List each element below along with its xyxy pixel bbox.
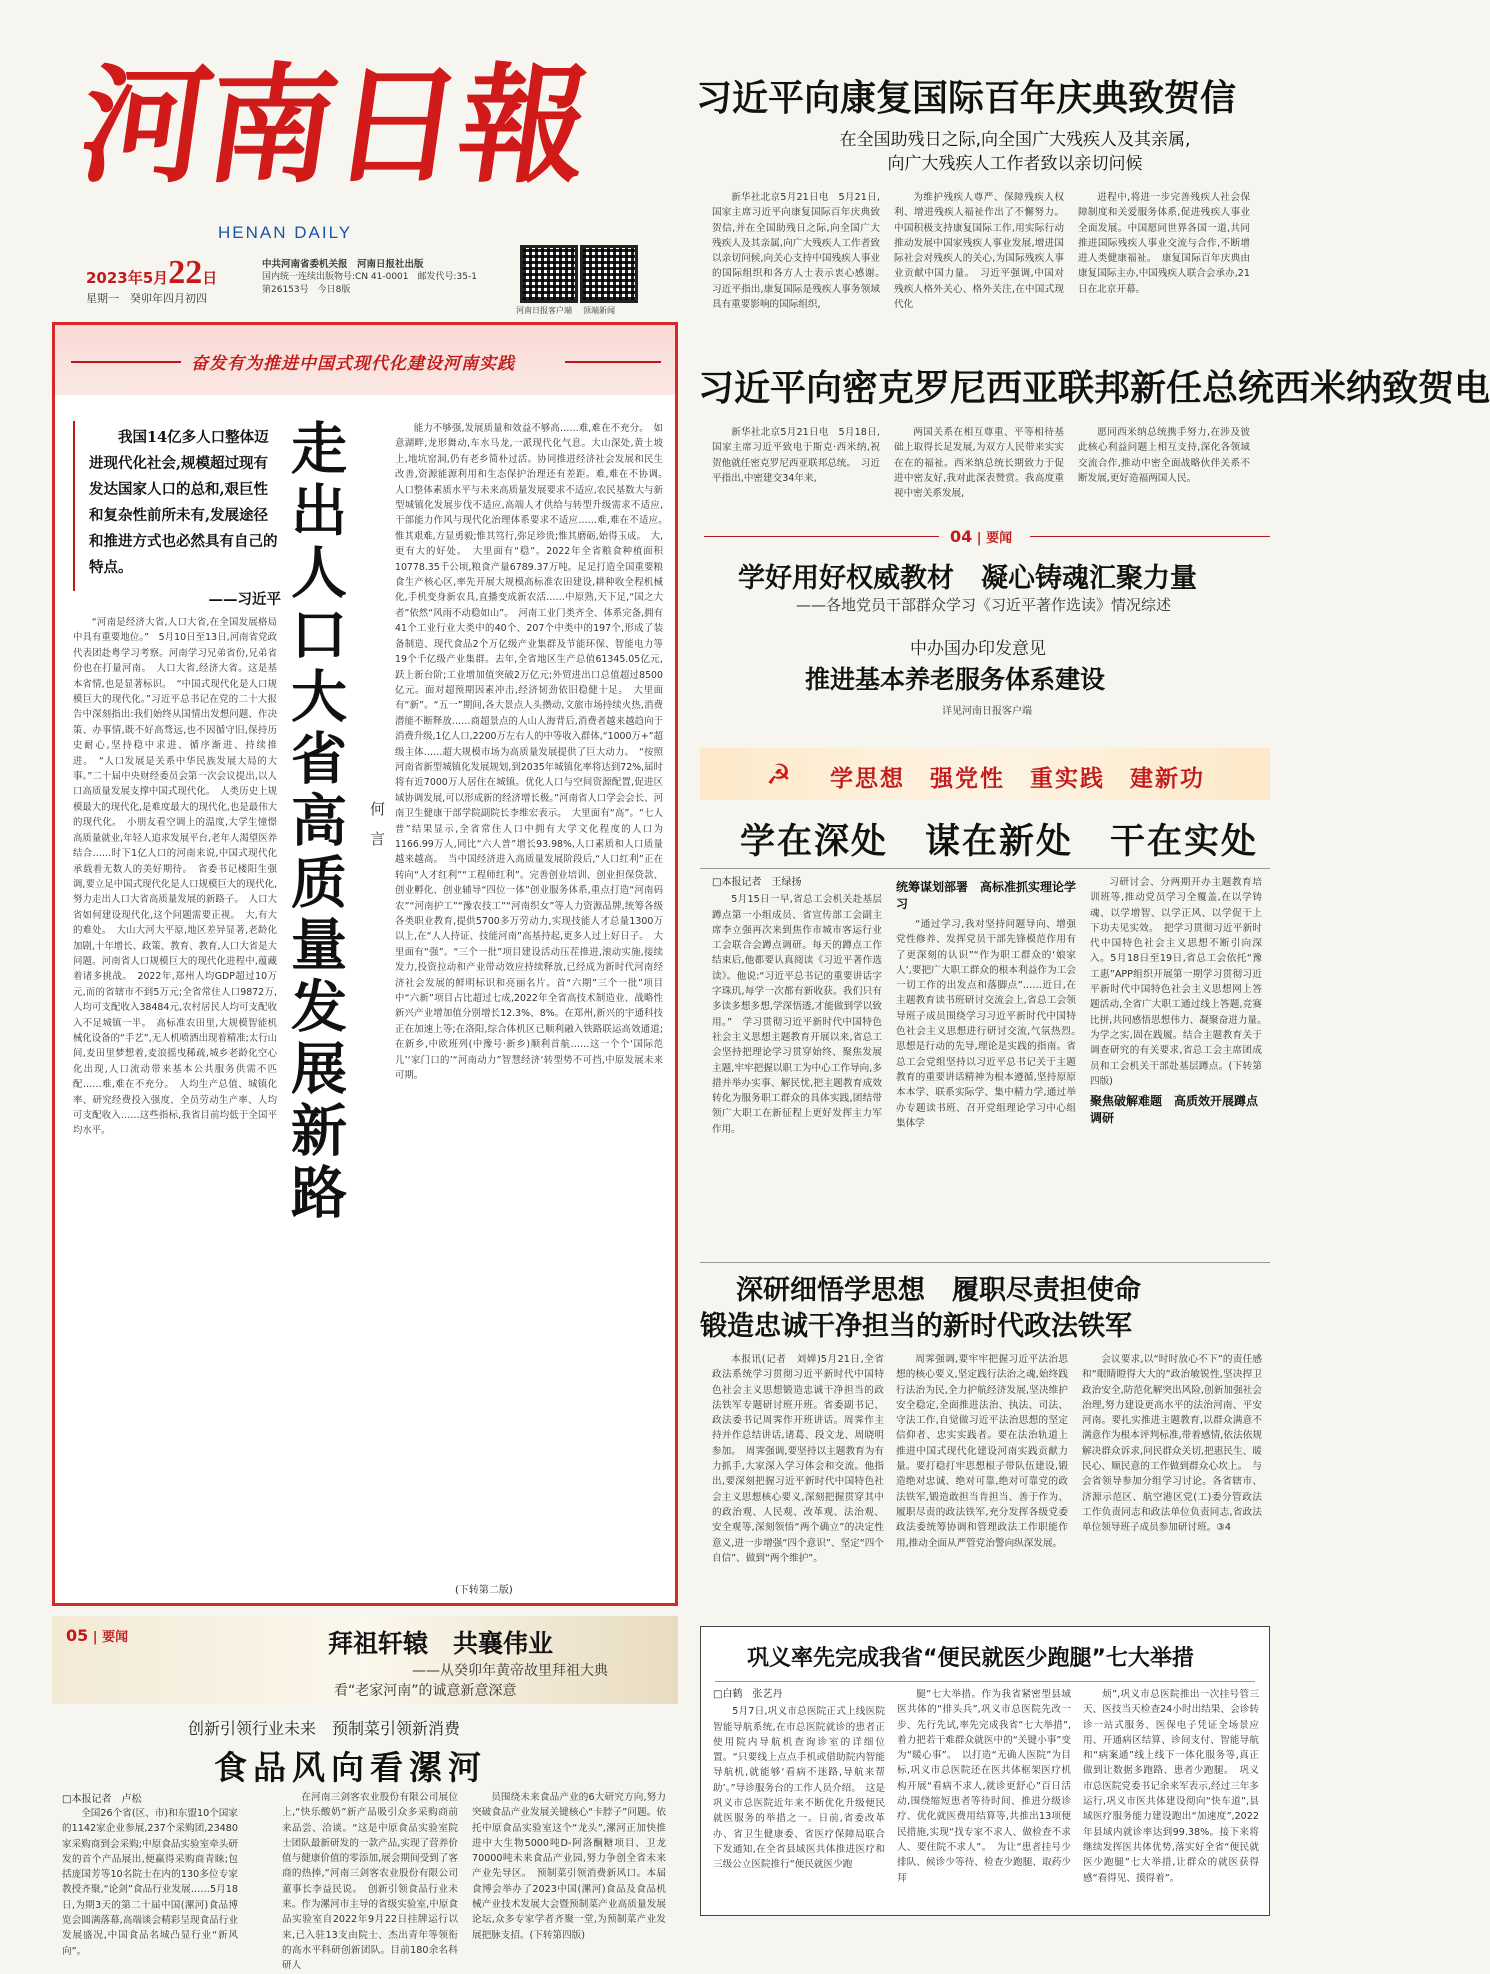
feature-right-col: 能力不够强,发展质量和效益不够高……难,难在不充分。 如意湖畔,龙形舞动,车水马龙,一派现代化气息。大山深处,黄土坡上,地坑窑洞,仍有老乡简朴过活。协同推进经济社会发展和民生改善,资源能源利用和生态保护治理还有差距。难,难在不协调。 人口整体素质水平与未来高质量发展要求不适应,农民基数大与新型城镇化发展步伐不适应,高端人才供给与转型升级需求不适应,干部能力作风与现代化治理体系要求不适应……难,难在不适应。 惟其艰难,方显勇毅;惟其笃行,弥足珍贵;惟其磨砺,始得玉成。 大,更有大的好处。 大里面有“稳”。2022年全省粮食种植面积10778.35千公顷,粮食产量6789.37万吨。足足打造全国重要粮食生产核心区,率先开展大规模高标准农田建设,耕种收全程机械化,手机变身新农具,直播变成新农活……中原熟,天下足,“国之大者”依然“风雨不动稳如山”。 河南工业门类齐全、体系完备,拥有41个工业行业大类中的40个、207个中类中的197个,形成了装备制造、现代食品2个万亿级产业集群及节能环保、智能电力等19个千亿级产业集群。去年,全省地区生产总值61345.05亿元,跃上新台阶;工业增加值突破2万亿元;外贸进出口总值超过8500亿元。面对超预期因素冲击,经济韧劲依旧稳健十足。 大里面有“新”。“五一”期间,各大景点人头攒动,文旅市场持续火热,消费潜能不断释放……商超景点的人山人海背后,消费者越来越趋向于消费升级,1亿人口,2200万左右人的中等收入群体,“1000万+”超级主体……超大规模市场为高质量发展提供了巨大动力。 “按照河南省新型城镇化发展规划,到2035年城镇化率将达到72%,届时将有近7000万人居住在城镇。优化人口与空间资源配置,促进区域协调发展,可以形成新的经济增长极。”河南省人口学会会长、河南卫生健康干部学院副院长李维宏表示。 大里面有“高”。“七人普”结果显示,全省常住人口中拥有大学文化程度的人口为1166.99万人,同比“六人普”增长93.98%,人口素质和人口质量越来越高。 当中国经济进入高质量发展阶段后,“人口红利”正在转向“人才红利”“工程师红利”。完善创业培训、创业担保贷款、创业孵化、创业辅导“四位一体”创业服务体系,重点打造“河南码农”“河南护工”“豫农技工”“河南织女”等人力资源品牌,统筹各级各类职业教育,提供5700多万劳动力,实现技能人才总量1300万以上,在“人人持证、技能河南”高基持起,更多人过上好日子。 大里面有“强”。“三个一批”项目建设活动压茬推进,滚动实施,接续发力,投资拉动和产业带动效应持续释放,已经成为新时代河南经济社会发展的鲜明标识和亮丽名片。首“六期”三个一批”项目中“六新”项目占比超过七成,2022年全省高技术制造业、战略性新兴产业增加值分别增长12.3%、8%。在郑州,新兴的宇通科技正在加速上等;在洛阳,综合体机区已顺利融入铁路联运高效通道;在新乡,中欧班列(中豫号·新乡)顺利首航……这一个个‘国际范儿’‘家门口的’“河南动力”智慧经济‘转型势不可挡,中原发展未来可期。 [395, 423, 673, 1082]
qr2-caption: 顶端新闻 [583, 306, 615, 315]
zhengfa-col2: 周霁强调,要牢牢把握习近平法治思想的核心要义,坚定践行法治之魂,始终践行法治为民,全力护航经济发展,坚决维护安全稳定,全面推进法治、执法、司法、守法工作,自觉做习近平法治思想的坚定信仰者、忠实实践者。要在法治轨道上推进中国式现代化建设河南实践贡献力量。要打稳打牢思想根子带队伍建设,锻造绝对忠诚、绝对可靠,绝对可靠党的政法铁军,锻造敢担当肯担当、善于作为、履职尽责的政法铁军,充分发挥各级党委政法委统筹协调和管理政法工作职能作用,推动全面从严管党治警向纵深发展。 [896, 1354, 1068, 1549]
deck-baizu1: ——从癸卯年黄帝故里拜祖大典 [412, 1663, 608, 1679]
feature-banner-text: 奋发有为推进中国式现代化建设河南实践 [191, 354, 515, 374]
food-col3: 员围绕未来食品产业的6大研究方向,努力突破食品产业发展关键核心“卡脖子”问题。依托中原食品实验室这个“龙头”,漯河正加快推进中大生物5000吨D-阿洛酮糖项目、卫龙70000吨未来食品产业园,努力争创全省未来产业先导区。 预制菜引领消费新风口。本届食博会举办了2023中国(漯河)食品及食品机械产业技术发展大会暨预制菜产业高质量发展论坛,众多专家学者齐聚一堂,为预制菜产业发展把脉支招。(下转第四版) [472, 1792, 666, 1941]
deck-kangfu [760, 128, 1270, 176]
feature-quote: 我国14亿多人口整体迈进现代化社会,规模超过现有发达国家人口的总和,艰巨性和复杂性前所未有,发展途径和推进方式也必然具有自己的特点。 ——习近平 [89, 425, 281, 613]
xue-col1: □本报记者 王绿扬 5月15日一早,省总工会机关赴基层蹲点第一小组成员、省宣传部工会副主席李立强再次来到焦作市城市客运行业工会联合会蹲点调研。每天的蹲点工作结束后,他都要认真阅读《习近平著作选读》。他说:“习近平总书记的重要讲话字字珠玑,每学一次都有新收获。我们只有多读多想多想,学深悟透,才能做到学以致用。” 学习贯彻习近平新时代中国特色社会主义思想主题教育开展以来,省总工会坚持把理论学习贯穿始终、聚焦发展主题,牢牢把握以职工为中心工作导向,多措并举办实事、解民忧,把主题教育成效转化为服务职工群众的具体实践,团结带领广大职工在新征程上更好发挥主力军作用。 [712, 877, 882, 1135]
org-line1: 中共河南省委机关报 河南日报社出版 [262, 259, 424, 270]
headline-kangfu: 习近平向康复国际百年庆典致贺信 [696, 77, 1237, 119]
ref04-note: 详见河南日报客户端 [942, 706, 1032, 717]
ref05-banner [52, 1616, 678, 1704]
kangfu-col3: 进程中,将进一步完善残疾人社会保障制度和关爱服务体系,促进残疾人事业全面发展。中国愿同世界各国一道,共同推进国际残疾人事业交流与合作,不断增进人类健康福祉。 康复国际百年庆典由康复国际主办,中国残疾人联合会承办,21日在北京开幕。 [1078, 192, 1250, 295]
feature-left-col: “河南是经济大省,人口大省,在全国发展格局中具有重要地位。” 5月10日至13日,河南省党政代表团赴粤学习考察。河南学习兄弟省份,兄弟省份也在打量河南。 人口大省,经济大省。这是基本省情,也是显著标识。 “中国式现代化是人口规模巨大的现代化。”习近平总书记在党的二十大报告中深刻指出:我们始终从国情出发想问题、作决策、办事情,既不好高骛远,也不因循守旧,保持历史耐心,坚持稳中求进、循序渐进、持续推进。 “人口发展是关系中华民族发展大局的大事。”二十届中央财经委员会第一次会议提出,以人口高质量发展支撑中国式现代化。 人类历史上规模最大的现代化,是难度最大的现代化,也是最伟大的现代化。 小朋友看空调上的温度,大学生憧憬高质量就业,年轻人追求发展平台,老年人渴望医养结合……时下1亿人口的河南来说,中国式现代化承载着无数人的美好期待。 省委书记楼阳生强调,要立足中国式现代化是人口规模巨大的现代化,努力走出人口大省高质量发展的新路子。 人口大省如何建设现代化,这个问题需要正视。 大,有大的难处。 大山大河大平原,地区差异显著,老龄化加剧,十年增长、政策、教育、教育,人口大省是大问题。河南省人口规模巨大的现代化进程中,蕴藏着诸多挑战。 2022年,郑州人均GDP超过10万元,而的省辖市不到5万元;全省常住人口9872万,人均可支配收入38484元,农村居民人均可支配收入不足城镇一半。 高标准农田里,大规模智能机械化设备的“手艺”,无人机喷洒出现着精准;太行山间,麦田里梦想着,麦浪摇曳稀疏,城乡老龄化空心化出现,人口流动带来基本公共服务供需不匹配……难,难在不充分。 人均生产总值、城镇化率、研究经费投入强度、全员劳动生产率、人均可支配收入……这些指标,我省目前均低于全国平均水平。 [73, 617, 277, 1137]
quote-attribution: ——习近平 [208, 591, 281, 608]
xue-banner-text: 学思想 强党性 重实践 建新功 [830, 766, 1205, 792]
feature-continue: (下转第二版) [455, 1585, 513, 1596]
zhengfa-col3: 会议要求,以“时时放心不下”的责任感和“眼睛瞪得大大的”政治敏锐性,坚决捍卫政治安全,防范化解突出风险,创新加强社会治理,努力建设更高水平的法治河南、平安河南。要扎实推进主题教育,以群众满意不满意作为根本评判标准,带着感情,依法依规解决群众诉求,问民群众关切,把惠民生、暖民心、顺民意的工作做到群众心坎上。 与会省领导参加分组学习讨论。各省辖市、济源示范区、航空港区党(工)委分管政法工作负责同志和政法单位负责同志,省政法单位领导班子成员参加研讨班。③4 [1082, 1354, 1262, 1534]
mikeluo-col1: 新华社北京5月21日电 5月18日,国家主席习近平致电于斯克·西米纳,祝贺他就任密克罗尼西亚联邦总统。 习近平指出,中密建交34年来, [712, 427, 880, 484]
org-info [262, 258, 500, 297]
headline-baizu: 拜祖轩辕 共襄伟业 [328, 1629, 554, 1658]
date-block [86, 254, 217, 292]
feature-title: 走出人口大省高质量发展新路 [282, 419, 348, 1225]
section-tag-05: 05 | 要闻 [66, 1626, 129, 1645]
gongyi-col1: □白鹤 张艺丹 5月7日,巩义市总医院正式上线医院智能导航系统,在市总医院就诊的患者正使用院内导航机查询诊室的详细位置。“只要线上点点手机或借助院内智能导航机,就能够‘看病不迷路,导航来帮助’。”导诊服务台的工作人员介绍。 这是巩义市总医院近年来不断优化升级便民就医服务的举措之一。日前,省委改革办、省卫生健康委、省医疗保障局联合下发通知,在全省县域医共体推进医疗和三级公立医院推行“便民就医少跑 [713, 1689, 885, 1871]
headline-yanglao: 推进基本养老服务体系建设 [805, 665, 1106, 694]
deck-baizu2: 看“老家河南”的诚意新意深意 [334, 1683, 517, 1699]
kicker-zhongban: 中办国办印发意见 [910, 639, 1046, 659]
weekday: 星期一 癸卯年四月初四 [86, 292, 207, 305]
kangfu-col1: 新华社北京5月21日电 5月21日,国家主席习近平向康复国际百年庆典致贺信,并在全国助残日之际,向全国广大残疾人及其亲属,向广大残疾人工作者致以亲切问候,向关心支持中国残疾人事业的国际组织和各方人士表示衷心感谢。 习近平指出,康复国际是残疾人事务领域具有重要影响的国际组织, [712, 192, 890, 311]
headline-food: 食品风向看漯河 [214, 1748, 487, 1787]
headline-zhengfa2: 锻造忠诚干净担当的新时代政法铁军 [700, 1311, 1132, 1342]
org-line3: 第26153号 今日8版 [262, 285, 351, 295]
headline-zhengfa1: 深研细悟学思想 履职尽责担使命 [736, 1275, 1141, 1306]
masthead-en: HENAN DAILY [218, 223, 353, 242]
date-day: 22 [168, 254, 203, 291]
feature-author: 何 言 [368, 801, 386, 846]
qr1-caption: 河南日报客户端 [516, 306, 572, 315]
headline-gongyi: 巩义率先完成我省“便民就医少跑腿”七大举措 [747, 1646, 1194, 1671]
xue-col2: 统筹谋划部署 高标准抓实理论学习 “通过学习,我对坚持问题导向、增强党性修养、发挥党员干部先锋模范作用有了更深刻的认识”“作为职工群众的‘娘家人’,要把广大职工群众的根本利益作为工会一切工作的出发点和落脚点”……近日,在主题教育读书班研讨交流会上,省总工会领导班子成员围绕学习习近平新时代中国特色社会主义思想进行研讨交流,气氛热烈。 思想是行动的先导,理论是实践的指南。省总工会党组坚持以习近平总书记关于主题教育的重要讲话精神为根本遵循,坚持原原本本学、联系实际学、集中精力学,通过举办专题读书班、召开党组理论学习中心组集体学 [896, 880, 1086, 1129]
headline-mikeluo: 习近平向密克罗尼西亚联邦新任总统西米纳致贺电 [698, 367, 1490, 409]
xue-subhead2: 聚焦破解难题 高质效开展蹲点调研 [1090, 1094, 1259, 1126]
food-col1: 全国26个省(区、市)和东盟10个国家的1142家企业参展,237个采购团,23480家采购商到会采购;中原食品实验室牵头研发的首个产品展出,便赢得采购商青睐;包括庞国芳等10名院士在内的130多位专家教授齐聚,“论剑”食品行业发展……5月18日,为期3天的第二十届中国(漯河)食品博览会圆满落幕,高端谈会精彩呈现食品行业发展盛况,中国食品名城凸显行业“新风向”。 [62, 1808, 238, 1957]
deck-line1: 在全国助残日之际,向全国广大残疾人及其亲属, [839, 130, 1191, 150]
masthead-title: 河南日報 [71, 51, 597, 201]
xue-col3: 习研讨会、分两期开办主题教育培训班等,推动党员学习全覆盖,在以学铸魂、以学增智、以学正风、以学促干上下功夫见实效。 把学习贯彻习近平新时代中国特色社会主义思想不断引向深入。5月18日至19日,省总工会依托“豫工惠”APP组织开展第一期学习贯彻习近平新时代中国特色社会主义思想网上答题活动,全省广大职工通过线上答题,竞赛比拼,共同感悟思想伟力、凝聚奋进力量。 为学之实,固在践履。结合主题教育关于调查研究的有关要求,省总工会主席团成员和工会机关干部赴基层蹲点。(下转第四版) 聚焦破解难题 高质效开展蹲点调研 [1090, 877, 1272, 1126]
feature-box [52, 322, 678, 1606]
gongyi-col2: 腿”七大举措。作为我省紧密型县域医共体的“排头兵”,巩义市总医院先改一步、先行先试,率先完成我省“七大举措”,着力把若干难群众就医中的“关键小事”变为“暖心事”。 以打造“无确人医院”为目标,巩义市总医院还在医共体框架医疗机构开展“看病不求人,就诊更舒心”百日活动,围绕缩短患者等待时间、推进分级诊疗、优化就医费用结算等,共推出13项便民措施,实现“找专家不求人、做检查不求人、要住院不求人”。 为让“患者挂号少排队、候诊少等待、检查少跑腿、取药少拜 [897, 1689, 1071, 1884]
headline-xuehao: 学好用好权威教材 凝心铸魂汇聚力量 [738, 563, 1197, 594]
section-tag-04: 04 | 要闻 [950, 527, 1013, 546]
qr-code-icon [580, 245, 638, 303]
food-col2: 在河南三剑客农业股份有限公司展位上,“快乐酸奶”新产品吸引众多采购商前来品尝、洽谈。“这是中原食品实验室院士团队最新研发的一款产品,实现了营养价值与健康价值的零添加,展会期间受到了客商的热捧,”河南三剑客农业股份有限公司董事长李益民说。 创新引领食品行业未来。作为漯河市主导的省级实验室,中原食品实验室自2022年9月22日挂牌运行以来,已入驻13支由院士、杰出青年等领衔的高水平科研创新团队。目前180余名科研人 [282, 1792, 458, 1972]
xue-subhead1: 统筹谋划部署 高标准抓实理论学习 [896, 880, 1077, 911]
date-suffix: 日 [202, 269, 218, 287]
qr-code-icon [520, 245, 578, 303]
xue-byline: □本报记者 王绿扬 [712, 877, 802, 888]
date-prefix: 2023年5月 [86, 269, 169, 287]
deck-xuehao: ——各地党员干部群众学习《习近平著作选读》情况综述 [796, 596, 1172, 614]
kicker-food: 创新引领行业未来 预制菜引领新消费 [188, 1719, 461, 1738]
deck-line2: 向广大残疾人工作者致以亲切问候 [887, 154, 1143, 174]
gongyi-box [700, 1626, 1270, 1916]
food-byline: □本报记者 卢松 [62, 1794, 142, 1805]
party-emblem-icon: ☭ [766, 758, 792, 791]
gongyi-byline: □白鹤 张艺丹 [713, 1689, 783, 1700]
xue-banner [700, 748, 1270, 800]
zhengfa-col1: 本报讯(记者 刘婵)5月21日,全省政法系统学习贯彻习近平新时代中国特色社会主义思想锻造忠诚干净担当的政法铁军专题研讨班开班。省委副书记、政法委书记周霁作开班讲话。周霁作主持并作总结讲话,诸葛、段文龙、周晓明参加。 周霁强调,要坚持以主题教育为有力抓手,大家深入学习体会和交流。他指出,要深刻把握习近平新时代中国特色社会主义思想核心要义,深刻把握贯穿其中的政治观、人民观、改革观、法治观、安全观等,深刻领悟“两个确立”的决定性意义,进一步增强“四个意识”、坚定“四个自信”、做到“两个维护”。 [712, 1354, 884, 1564]
headline-xuezai: 学在深处 谋在新处 干在实处 [740, 821, 1259, 862]
org-line2: 国内统一连续出版物号:CN 41-0001 邮发代号:35-1 [262, 272, 477, 282]
gongyi-col3: 烦”,巩义市总医院推出一次挂号管三天、医技当天检查24小时出结果、会诊转诊一站式服务、医保电子凭证全场景应用、开通病区结算、诊间支付、智能导航和“病案通”线上线下一体化服务等,真正做到让数据多跑路、患者少跑腿。 巩义市总医院党委书记余来军表示,经过三年多运行,巩义市医共体建设彻向“快车道”,县域医疗服务能力建设跑出“加速度”,2022年县域内就诊率达到99.38%。接下来将继续发挥医共体优势,落实好全省“便民就医少跑腿”七大举措,让群众的就医获得感“看得见、摸得着”。 [1083, 1689, 1259, 1884]
mikeluo-col2: 两国关系在相互尊重、平等相待基础上取得长足发展,为双方人民带来实实在在的福祉。西米纳总统长期致力于促进中密友好,我对此深表赞赏。我高度重视中密关系发展, [894, 427, 1064, 500]
kangfu-col2: 为维护残疾人尊严、保障残疾人权利、增进残疾人福祉作出了不懈努力。中国积极支持康复国际工作,用实际行动推动发展中国家残疾人事业发展,增进国际社会对残疾人的关心,为国际残疾人事业贡献中国力量。 习近平强调,中国对残疾人格外关心、格外关注,在中国式现代化 [894, 192, 1064, 311]
mikeluo-col3: 愿同西米纳总统携手努力,在涉及彼此核心利益问题上相互支持,深化各领域交流合作,推动中密全面战略伙伴关系不断发展,更好造福两国人民。 [1078, 427, 1250, 484]
